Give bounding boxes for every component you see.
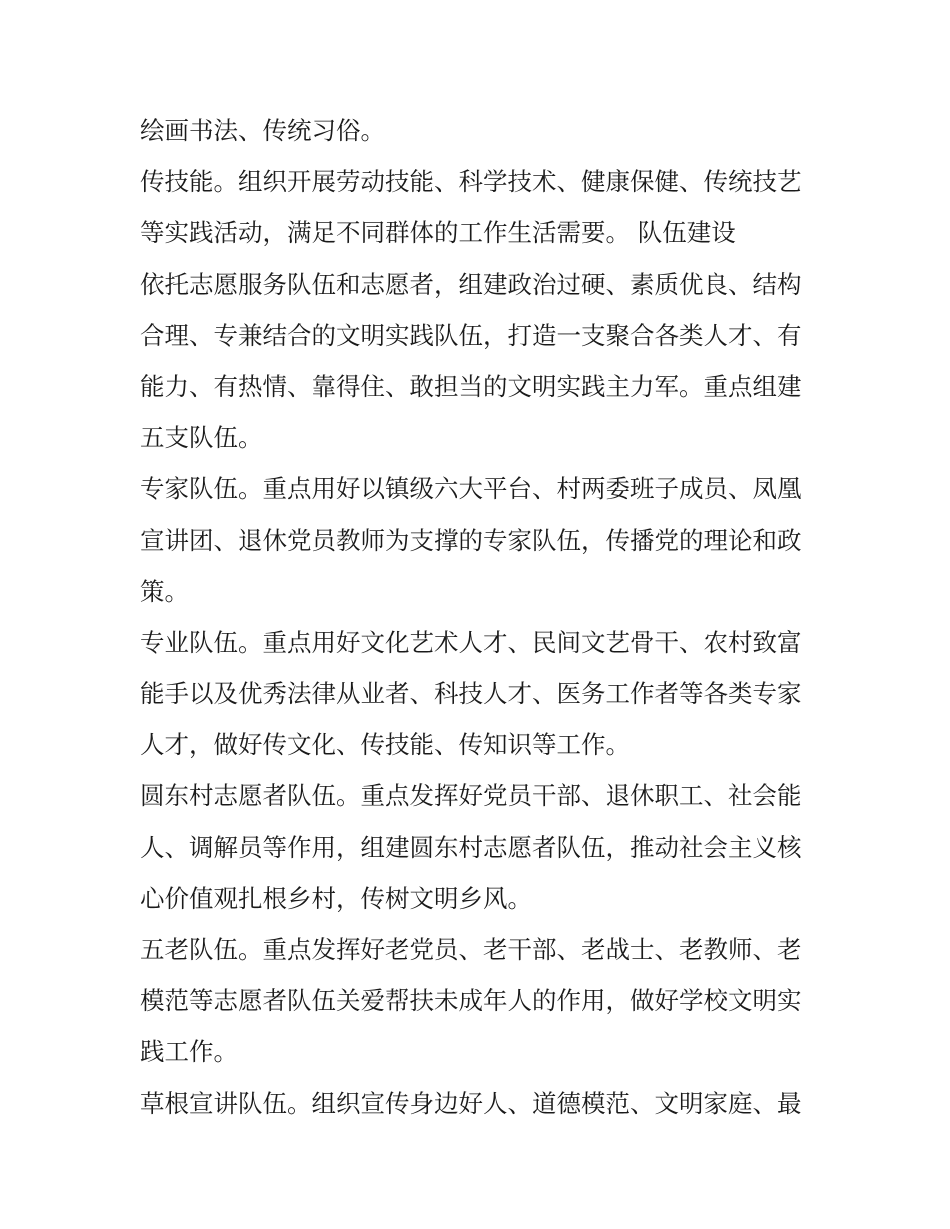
text-line: 依托志愿服务队伍和志愿者，组建政治过硬、素质优良、结构 [140,269,802,299]
text-line: 圆东村志愿者队伍。重点发挥好党员干部、退休职工、社会能 [140,781,802,811]
text-line: 草根宣讲队伍。组织宣传身边好人、道德模范、文明家庭、最 [140,1088,802,1118]
text-line: 践工作。 [140,1037,238,1067]
text-line: 策。 [140,576,189,606]
text-line: 等实践活动，满足不同群体的工作生活需要。 队伍建设 [140,218,736,248]
text-line: 传技能。组织开展劳动技能、科学技术、健康保健、传统技艺 [140,167,802,197]
text-line: 人才，做好传文化、传技能、传知识等工作。 [140,730,630,760]
document-body [140,105,812,1129]
text-line: 心价值观扎根乡村，传树文明乡风。 [140,883,532,913]
text-line: 能力、有热情、靠得住、敢担当的文明实践主力军。重点组建 [140,371,802,401]
text-line: 专业队伍。重点用好文化艺术人才、民间文艺骨干、农村致富 [140,627,802,657]
text-line: 能手以及优秀法律从业者、科技人才、医务工作者等各类专家 [140,679,802,709]
text-line: 宣讲团、退休党员教师为支撑的专家队伍，传播党的理论和政 [140,525,802,555]
text-line: 五支队伍。 [140,423,263,453]
text-line: 绘画书法、传统习俗。 [140,116,385,145]
text-line: 人、调解员等作用，组建圆东村志愿者队伍，推动社会主义核 [140,832,802,862]
text-line: 专家队伍。重点用好以镇级六大平台、村两委班子成员、凤凰 [140,474,802,504]
text-line: 模范等志愿者队伍关爱帮扶未成年人的作用，做好学校文明实 [140,986,802,1016]
text-line: 五老队伍。重点发挥好老党员、老干部、老战士、老教师、老 [140,935,802,964]
text-line: 合理、专兼结合的文明实践队伍，打造一支聚合各类人才、有 [140,320,802,350]
